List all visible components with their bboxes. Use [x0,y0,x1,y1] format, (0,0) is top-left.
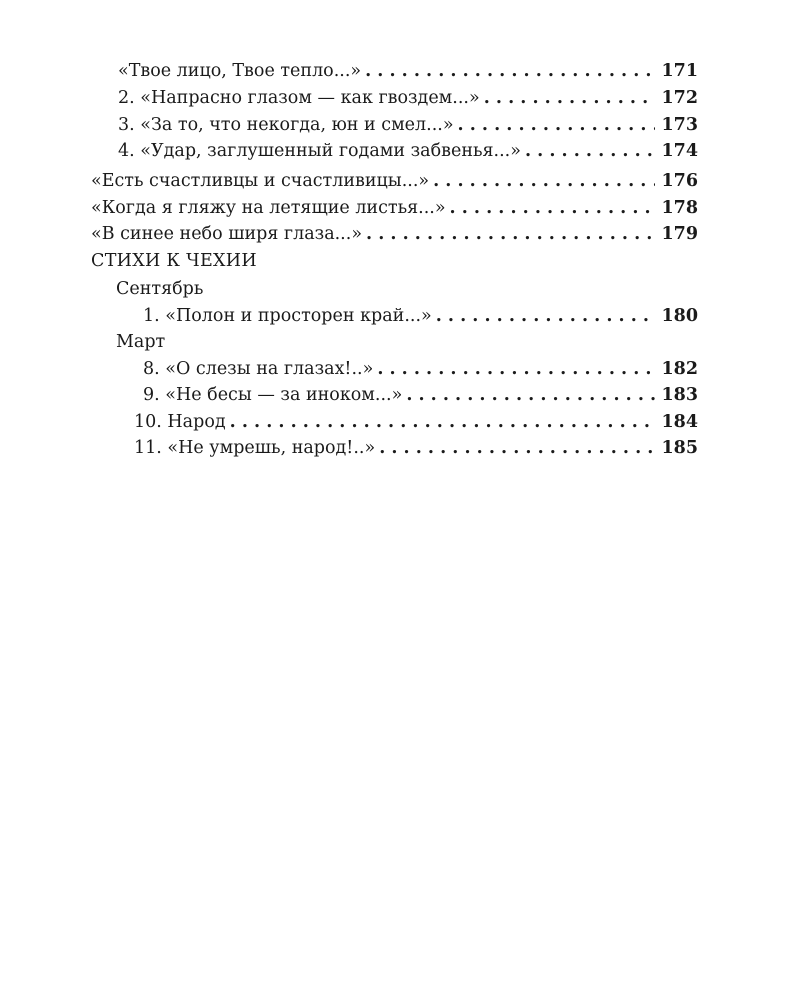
toc-leader [230,409,656,435]
toc-entry-label [143,382,406,408]
toc-entry-number: 11. [134,438,162,458]
toc-entry-title: «Когда я гляжу на летящие листья...» [91,198,446,218]
toc-entry-label [118,58,365,84]
toc-entry-title: «За то, что некогда, юн и смел...» [140,115,454,135]
toc-page-number: 184 [655,409,698,435]
toc-leader [458,112,656,138]
toc-entry-title: «Не умрешь, народ!..» [167,438,376,458]
toc-entry-title: «Полон и просторен край...» [165,306,432,326]
toc-entry [143,356,698,382]
section-heading: СТИХИ К ЧЕХИИ [91,251,257,271]
toc-entry [134,409,698,435]
toc-entry [91,195,698,221]
toc-entry-title: «Не бесы — за иноком...» [165,385,403,405]
toc-entry-label [118,112,458,138]
toc-page-number: 179 [655,221,698,247]
toc-entry [118,138,698,164]
toc-entry-label [143,303,436,329]
toc-entry-title: «Есть счастливцы и счастливицы...» [91,171,430,191]
toc-leader [377,356,655,382]
toc-entry-label [143,356,377,382]
toc-entry-label [118,85,484,111]
toc-entry-title: «В синее небо ширя глаза...» [91,224,363,244]
toc-entry-label [91,168,433,194]
toc-entry-title: «Напрасно глазом — как гвоздем...» [140,88,480,108]
toc-entry-label [91,195,450,221]
toc-entry-label [134,409,230,435]
toc-entry-number: 4. [118,141,135,161]
toc-page-number: 171 [655,58,698,84]
toc-leader [436,303,656,329]
toc-page-number: 185 [655,435,698,461]
toc-leader [365,58,655,84]
toc-page-number: 183 [655,382,698,408]
toc-entry-number: 2. [118,88,135,108]
toc-entry-number: 9. [143,385,160,405]
toc-page-number: 176 [655,168,698,194]
subsection-heading-september: Сентябрь [116,279,204,299]
toc-entry-label [134,435,379,461]
toc-entry [143,303,698,329]
toc-entry-number: 3. [118,115,135,135]
toc-page-number: 172 [655,85,698,111]
toc-entry [134,435,698,461]
toc-page-number: 182 [655,356,698,382]
subsection-heading-march: Март [116,332,166,352]
toc-entry-label [91,221,366,247]
toc-leader [484,85,656,111]
toc-entry-title: «О слезы на глазах!..» [165,359,374,379]
toc-entry [91,168,698,194]
toc-entry-number: 8. [143,359,160,379]
toc-leader [406,382,655,408]
toc-leader [433,168,655,194]
toc-entry-title: «Твое лицо, Твое тепло...» [118,61,362,81]
toc-entry-title: «Удар, заглушенный годами забвенья...» [140,141,521,161]
toc-entry [118,58,698,84]
toc-page-number: 180 [655,303,698,329]
toc-page-number: 173 [655,112,698,138]
toc-page-number: 174 [655,138,698,164]
toc-leader [366,221,655,247]
toc-leader [450,195,656,221]
toc-page-number: 178 [655,195,698,221]
toc-entry [118,85,698,111]
toc-entry-label [118,138,525,164]
toc-entry-number: 1. [143,306,160,326]
toc-leader [525,138,656,164]
toc-entry [118,112,698,138]
toc-leader [379,435,655,461]
toc-entry [143,382,698,408]
toc-entry [91,221,698,247]
toc-entry-number: 10. [134,412,162,432]
toc-entry-title: Народ [167,412,226,432]
